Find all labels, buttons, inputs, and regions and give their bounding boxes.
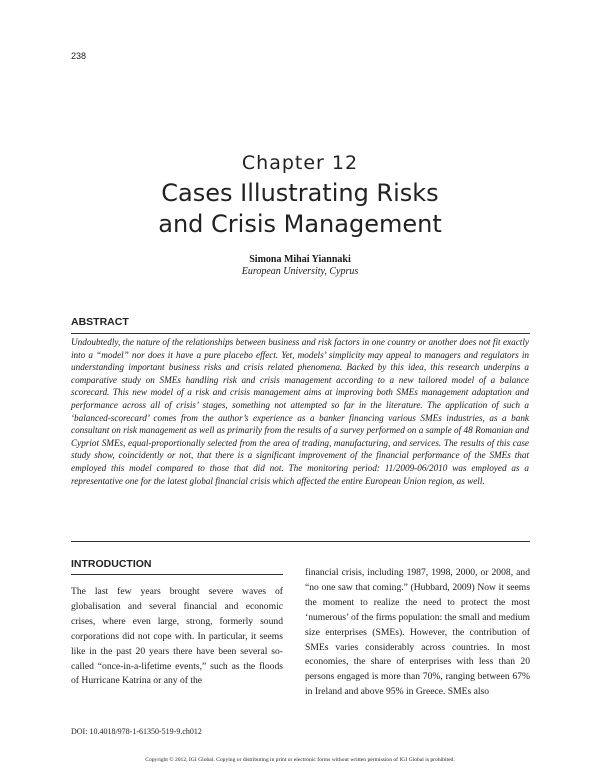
abstract-top-rule <box>71 333 530 334</box>
copyright-notice: Copyright © 2012, IGI Global. Copying or distributing in print or electronic forms without written permission of IGI Global is prohibited. <box>145 757 455 763</box>
chapter-title-line-2: and Crisis Management <box>158 210 442 238</box>
abstract-heading: ABSTRACT <box>71 316 129 328</box>
abstract-bottom-rule <box>71 541 530 542</box>
abstract-body: Undoubtedly, the nature of the relationships between business and risk factors in one country or another does not fit exactly into a “model” nor does it have a pure placebo effect. Yet, models’ simplicity may appeal to managers and regulators in understanding important business risks and crisis related phenomena. Backed by this idea, this research underpins a comparative study on SMEs handling risk and crisis management according to a new tailored model of a balance scorecard. This new model of a risk and crisis management aims at improving both SMEs management adaptation and performance across all of crisis’ stages, something not attempted so far in the literature. The application of such a ‘balanced-scorecard’ comes from the author’s experience as a banker financing various SMEs industries, as a bank consultant on risk management as well as primarily from the results of a survey performed on a sample of 48 Romanian and Cypriot SMEs, equal-proportionally selected from the area of trading, manufacturing, and services. The results of this case study show, coincidently or not, that there is a significant improvement of the financial performance of the SMEs that employed this model compared to those that did not. The monitoring period: 11/2009-06/2010 was employed as a representative one for the latest global financial crisis which affected the entire European Union region, as well. <box>71 337 529 486</box>
doi: DOI: 10.4018/978-1-61350-519-9.ch012 <box>71 727 202 736</box>
page-number: 238 <box>71 51 87 61</box>
introduction-heading: INTRODUCTION <box>71 558 152 570</box>
chapter-title-line-1: Cases Illustrating Risks <box>161 179 439 207</box>
chapter-label: Chapter 12 <box>241 152 359 174</box>
introduction-right-column: financial crisis, including 1987, 1998, 2000, or 2008, and “no one saw that coming.” (Hubbard, 2009) Now it seems the moment to realize the need to protect the most ‘numerous’ of the firms population: the small and medium size enterprises (SMEs). However, the contribution of SMEs varies considerably across countries. In most economies, the share of enterprises with less than 20 persons engaged is more than 70%, ranging between 67% in Ireland and above 95% in Greece. SMEs also <box>305 567 530 698</box>
author-affiliation: European University, Cyprus <box>241 266 359 277</box>
chapter-title <box>60 178 540 240</box>
author-name: Simona Mihai Yiannaki <box>249 254 351 265</box>
introduction-rule <box>71 574 283 575</box>
introduction-left-column: The last few years brought severe waves of globalisation and several financial and economic crises, where even large, strong, formerly sound corporations did not cope with. In particular, it seems like in the past 20 years there have been several so-called “once-in-a-lifetime events,” such as the floods of Hurricane Katrina or any of the <box>71 586 283 687</box>
